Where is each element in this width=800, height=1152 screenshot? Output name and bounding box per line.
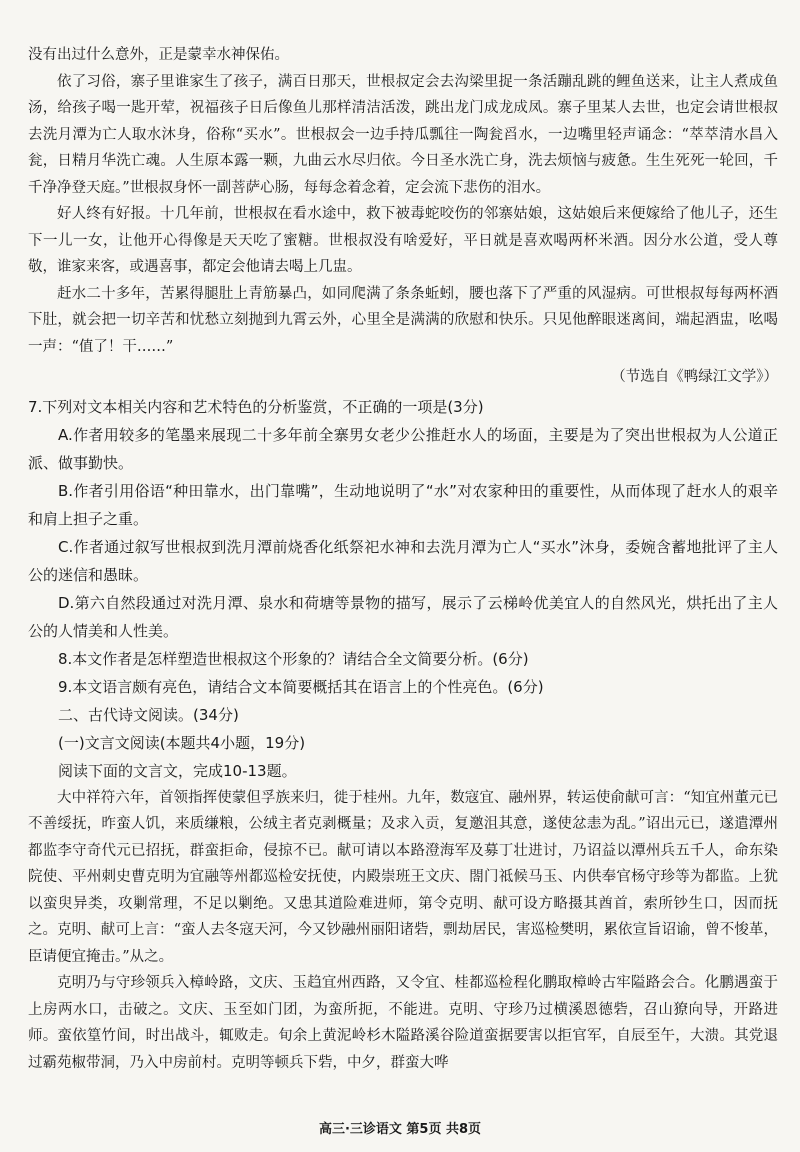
page-content xyxy=(28,42,778,1076)
classical-paragraph: 克明乃与守珍领兵入樟岭路，文庆、玉趋宜州西路，又令宜、桂都巡检程化鹏取樟岭古牢隘路会合。化鹏遇蛮于上房两水口，击破之。文庆、玉至如门团，为蛮所扼，不能进。克明、守珍乃过横溪恩德砦，召山獠向导，开路进师。蛮依篁竹间，时出战斗，辄败走。旬余上黄泥岭杉木隘路溪谷险道蛮据要害以拒官军，自辰至午，大溃。其党退过霸苑椒带洞，乃入中房前村。克明等顿兵下砦，中夕，群蛮大哗 xyxy=(28,975,778,1071)
page-footer: 高三·三诊语文 第5页 共8页 xyxy=(318,1122,482,1137)
section-heading: 二、古代诗文阅读。(34分) xyxy=(58,705,239,724)
story-paragraph: 赶水二十多年，苦累得腿肚上青筋暴凸，如同爬满了条条蚯蚓，腰也落下了严重的风湿病。可世根叔每每两杯酒下肚，就会把一切辛苦和忧愁立刻抛到九霄云外，心里全是满满的欣慰和快乐。只见他醉眼迷离间，端起酒盅，吆喝一声：“值了！干……” xyxy=(28,285,778,355)
question-9: 9.本文语言颇有亮色，请结合文本简要概括其在语言上的个性亮色。(6分) xyxy=(58,677,544,696)
story-paragraph: 好人终有好报。十几年前，世根叔在看水途中，救下被毒蛇咬伤的邻寨姑娘，这姑娘后来便嫁给了他儿子，还生下一儿一女，让他开心得像是天天吃了蜜糖。世根叔没有啥爱好，平日就是喜欢喝两杯米酒。因分水公道，受人尊敬，谁家来客，或遇喜事，都定会他请去喝上几盅。 xyxy=(28,206,778,275)
question-7: 7.下列对文本相关内容和艺术特色的分析鉴赏，不正确的一项是(3分) xyxy=(28,397,484,416)
reading-instruction: 阅读下面的文言文，完成10-13题。 xyxy=(58,761,297,780)
question-7-option-a: A.作者用较多的笔墨来展现二十多年前全寨男女老少公推赶水人的场面，主要是为了突出世根叔为人公道正派、做事勤快。 xyxy=(28,425,778,472)
question-7-option-b: B.作者引用俗语“种田靠水，出门靠嘴”，生动地说明了“水”对农家种田的重要性，从而体现了赶水人的艰辛和肩上担子之重。 xyxy=(28,481,778,528)
question-8: 8.本文作者是怎样塑造世根叔这个形象的？请结合全文简要分析。(6分) xyxy=(58,649,529,668)
question-7-option-d: D.第六自然段通过对洗月潭、泉水和荷塘等景物的描写，展示了云梯岭优美宜人的自然风光，烘托出了主人公的人情美和人性美。 xyxy=(28,593,778,640)
question-7-option-c: C.作者通过叙写世根叔到洗月潭前烧香化纸祭祀水神和去洗月潭为亡人“买水”沐身，委婉含蓄地批评了主人公的迷信和愚昧。 xyxy=(28,537,778,584)
classical-paragraph: 大中祥符六年，首领指挥使蒙但孚族来归，徙于桂州。九年，数寇宜、融州界，转运使俞献可言：“知宜州董元已不善绥抚，昨蛮人饥，来质缣粮，公绒主者克剥概量；及求入贡，复邀沮其意，遂使忿恚为乱。”诏出元已，遂遣潭州都监李守奇代元已招抚，群蛮拒命，侵掠不已。献可请以本路澄海军及募丁壮进讨，乃诏益以潭州兵五千人，命东染院使、平州刺史曹克明为宜融等州都巡检安抚使，内殿崇班王文庆、閤门祗候马玉、内供奉官杨守珍等为都监。上犹以蛮臾异类，攻剿常理，不足以剿绝。又患其道险难进师，第令克明、献可设方略摄其酋首，索所钞生口，因而抚之。克明、献可上言：“蛮人去冬寇天河，今又钞融州丽阳诸砦，剽劫居民，害巡检樊明，累依宣旨诏谕，曾不悛革，臣请便宜掩击。”从之。 xyxy=(28,789,778,965)
story-intro-line: 没有出过什么意外，正是蒙幸水神保佑。 xyxy=(28,47,289,63)
subsection-heading: (一)文言文阅读(本题共4小题，19分) xyxy=(58,733,306,752)
story-source: （节选自《鸭绿江文学》） xyxy=(611,369,778,385)
story-paragraph: 依了习俗，寨子里谁家生了孩子，满百日那天，世根叔定会去沟梁里捉一条活蹦乱跳的鲤鱼送来，让主人煮成鱼汤，给孩子喝一匙开荤，祝福孩子日后像鱼儿那样清洁活泼，跳出龙门成龙成凤。寨子里某人去世，也定会请世根叔去洗月潭为亡人取水沐身，俗称“买水”。世根叔会一边手持瓜瓢往一陶瓮舀水，一边嘴里轻声诵念：“萃萃清水昌入瓮，日精月华洗亡魂。人生原本露一颗，九曲云水尽归依。今日圣水洗亡身，洗去烦恼与疲惫。生生死死一轮回，千千净净登天庭。”世根叔身怀一副菩萨心肠，每每念着念着，定会流下悲伤的泪水。 xyxy=(28,73,778,196)
